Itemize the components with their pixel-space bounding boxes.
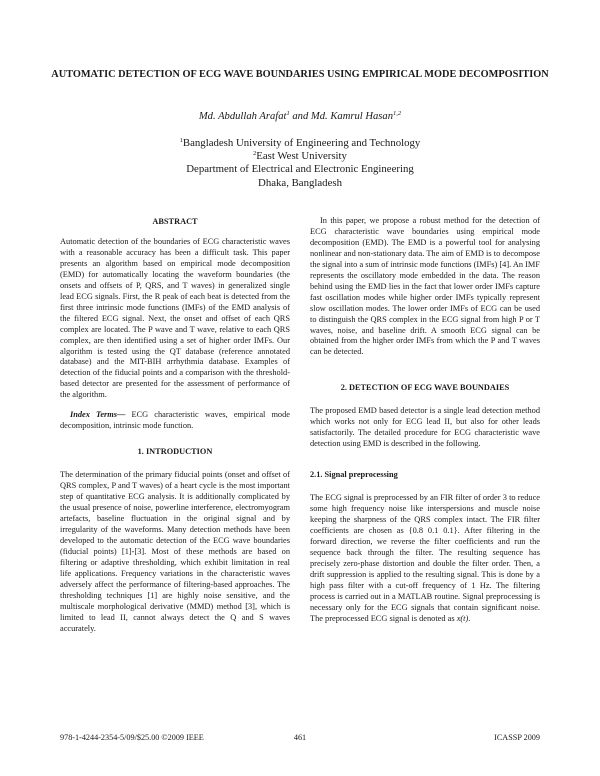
right-column [310, 216, 540, 625]
section-2-heading: 2. DETECTION OF ECG WAVE BOUNDAIES [340, 383, 510, 393]
author-2: Md. Kamrul Hasan [310, 111, 394, 122]
author-line [40, 111, 560, 122]
affiliation-marker-2: 2 [253, 150, 257, 158]
author-1: Md. Abdullah Arafat [198, 111, 287, 122]
affiliation-block [40, 137, 560, 190]
author-conjunction: and [292, 111, 309, 122]
introduction-continued-text: In this paper, we propose a robust method for the detection of ECG characteristic wave boundaries using empirical mode decomposition (EMD). The EMD is a powerful tool for analysing nonlinear and non-stationary data. The aim of EMD is to decompose the signal into a sum of intrinsic mode functions (IMFs) [4]. An IMF represents the oscillatory mode embedded in the data. The reason behind using the EMD lies in the fact that lower order IMFs capture fast oscillation modes while higher order IMFs typically represent slow oscillation modes. The lower order IMFs of ECG can be used to distinguish the QRS complex in the ECG signal from high P or T waves, noise, and baseline drift. A smooth ECG signal can be obtained from the higher order IMFs from which the P and T waves can be detected. [310, 216, 540, 357]
affiliation-line-4: Dhaka, Bangladesh [258, 176, 342, 189]
section-2-1-heading: 2.1. Signal preprocessing [310, 470, 398, 480]
introduction-text: The determination of the primary fiducial points (onset and offset of QRS complex, P and T waves) of a heart cycle is the most important step of quantitative ECG analysis. It is additionally complicated by the usual presence of noise, powerline interference, electromyogram artefacts, baseline fluctuation in the original signal and by irregularity of the waveforms. Many detection methods have been developed to the automatic detection of the ECG wave boundaries (fiducial points) [1]-[3]. Most of these methods are based on filtering or adaptive thresholding, which exhibit limitation in real life applications. Frequency variations in the characteristic waves adversely affect the performance of filtering-based approaches. The thresholding techniques [1] are highly noise sensitive, and the multiscale morphological derivative (MMD) method [3], which is limited to lead II, cannot always detect the Q and S waves accurately. [60, 470, 290, 633]
footer-conference: ICASSP 2009 [494, 733, 540, 742]
section-2-text: The proposed EMD based detector is a single lead detection method which works not only for ECG lead II, but also for other leads satisfactorily. The detailed procedure for ECG characteristic wave detection using EMD is described in the following. [310, 406, 540, 449]
left-column [60, 216, 290, 635]
author-1-affil-marker: 1 [286, 110, 290, 117]
section-2-1-text: The ECG signal is preprocessed by an FIR filter of order 3 to reduce some high frequency noise like interspersions and muscle noise keeping the sharpness of the QRS complex intact. The FIR filter coefficients are chosen as {0.8 0.1 0.1}. After filtering in the forward direction, we reverse the filter coefficients and run the sequence back through the filter. The resulting sequence has precisely zero-phase distortion and double the filter order. Then, a drift suppression is applied to the resulting signal. This is done by a high pass filter with a cut-off frequency of 1 Hz. The filtering process is carried out in a MATLAB routine. Signal preprocessing is necessary only for the ECG signals that contain significant noise. The preprocessed ECG signal is denoted as x(t). [310, 493, 540, 623]
index-terms [60, 410, 290, 432]
abstract-heading: ABSTRACT [152, 217, 198, 226]
index-terms-text: ECG characteristic waves, empirical mode decomposition, intrinsic mode function. [60, 410, 290, 431]
affiliation-marker-1: 1 [179, 137, 183, 144]
page-number: 461 [293, 733, 307, 742]
paper-title: AUTOMATIC DETECTION OF ECG WAVE BOUNDARIES USING EMPIRICAL MODE DECOMPOSITION [51, 69, 549, 80]
affiliation-line-2: $^2$East West University [253, 150, 347, 163]
signal-symbol: x(t) [456, 613, 469, 623]
footer-copyright: 978-1-4244-2354-5/09/$25.00 ©2009 IEEE [60, 733, 204, 742]
index-terms-label: Index Terms— [70, 410, 126, 420]
introduction-heading: 1. INTRODUCTION [137, 447, 213, 457]
author-2-affil-marker: 1,2 [393, 110, 402, 117]
affiliation-line-3: Department of Electrical and Electronic Engineering [186, 163, 414, 176]
abstract-text: Automatic detection of the boundaries of ECG characteristic waves with a reasonable accuracy has been a difficult task. This paper presents an algorithm based on empirical mode decomposition (EMD) for automatically locating the waveform boundaries (the onsets and offsets of P, QRS, and T waves) in generalized single lead ECG signals. First, the R peak of each beat is detected from the first three intrinsic mode functions (IMFs) of the EMD analysis of the filtered ECG signal. Next, the onset and offset of each QRS complex are located. The P wave and T wave, relative to each QRS complex, are then identified using a set of higher order IMFs. Our algorithm is tested using the QT database (reference annotated database) and the MIT-BIH arrhythmia database. Examples of detection of the fiducial points and a comparison with the threshold-based detector are presented for the assessment of performance of the algorithm. [60, 237, 290, 400]
affiliation-line-1: $^1$Bangladesh University of Engineering and Technology [179, 137, 421, 149]
